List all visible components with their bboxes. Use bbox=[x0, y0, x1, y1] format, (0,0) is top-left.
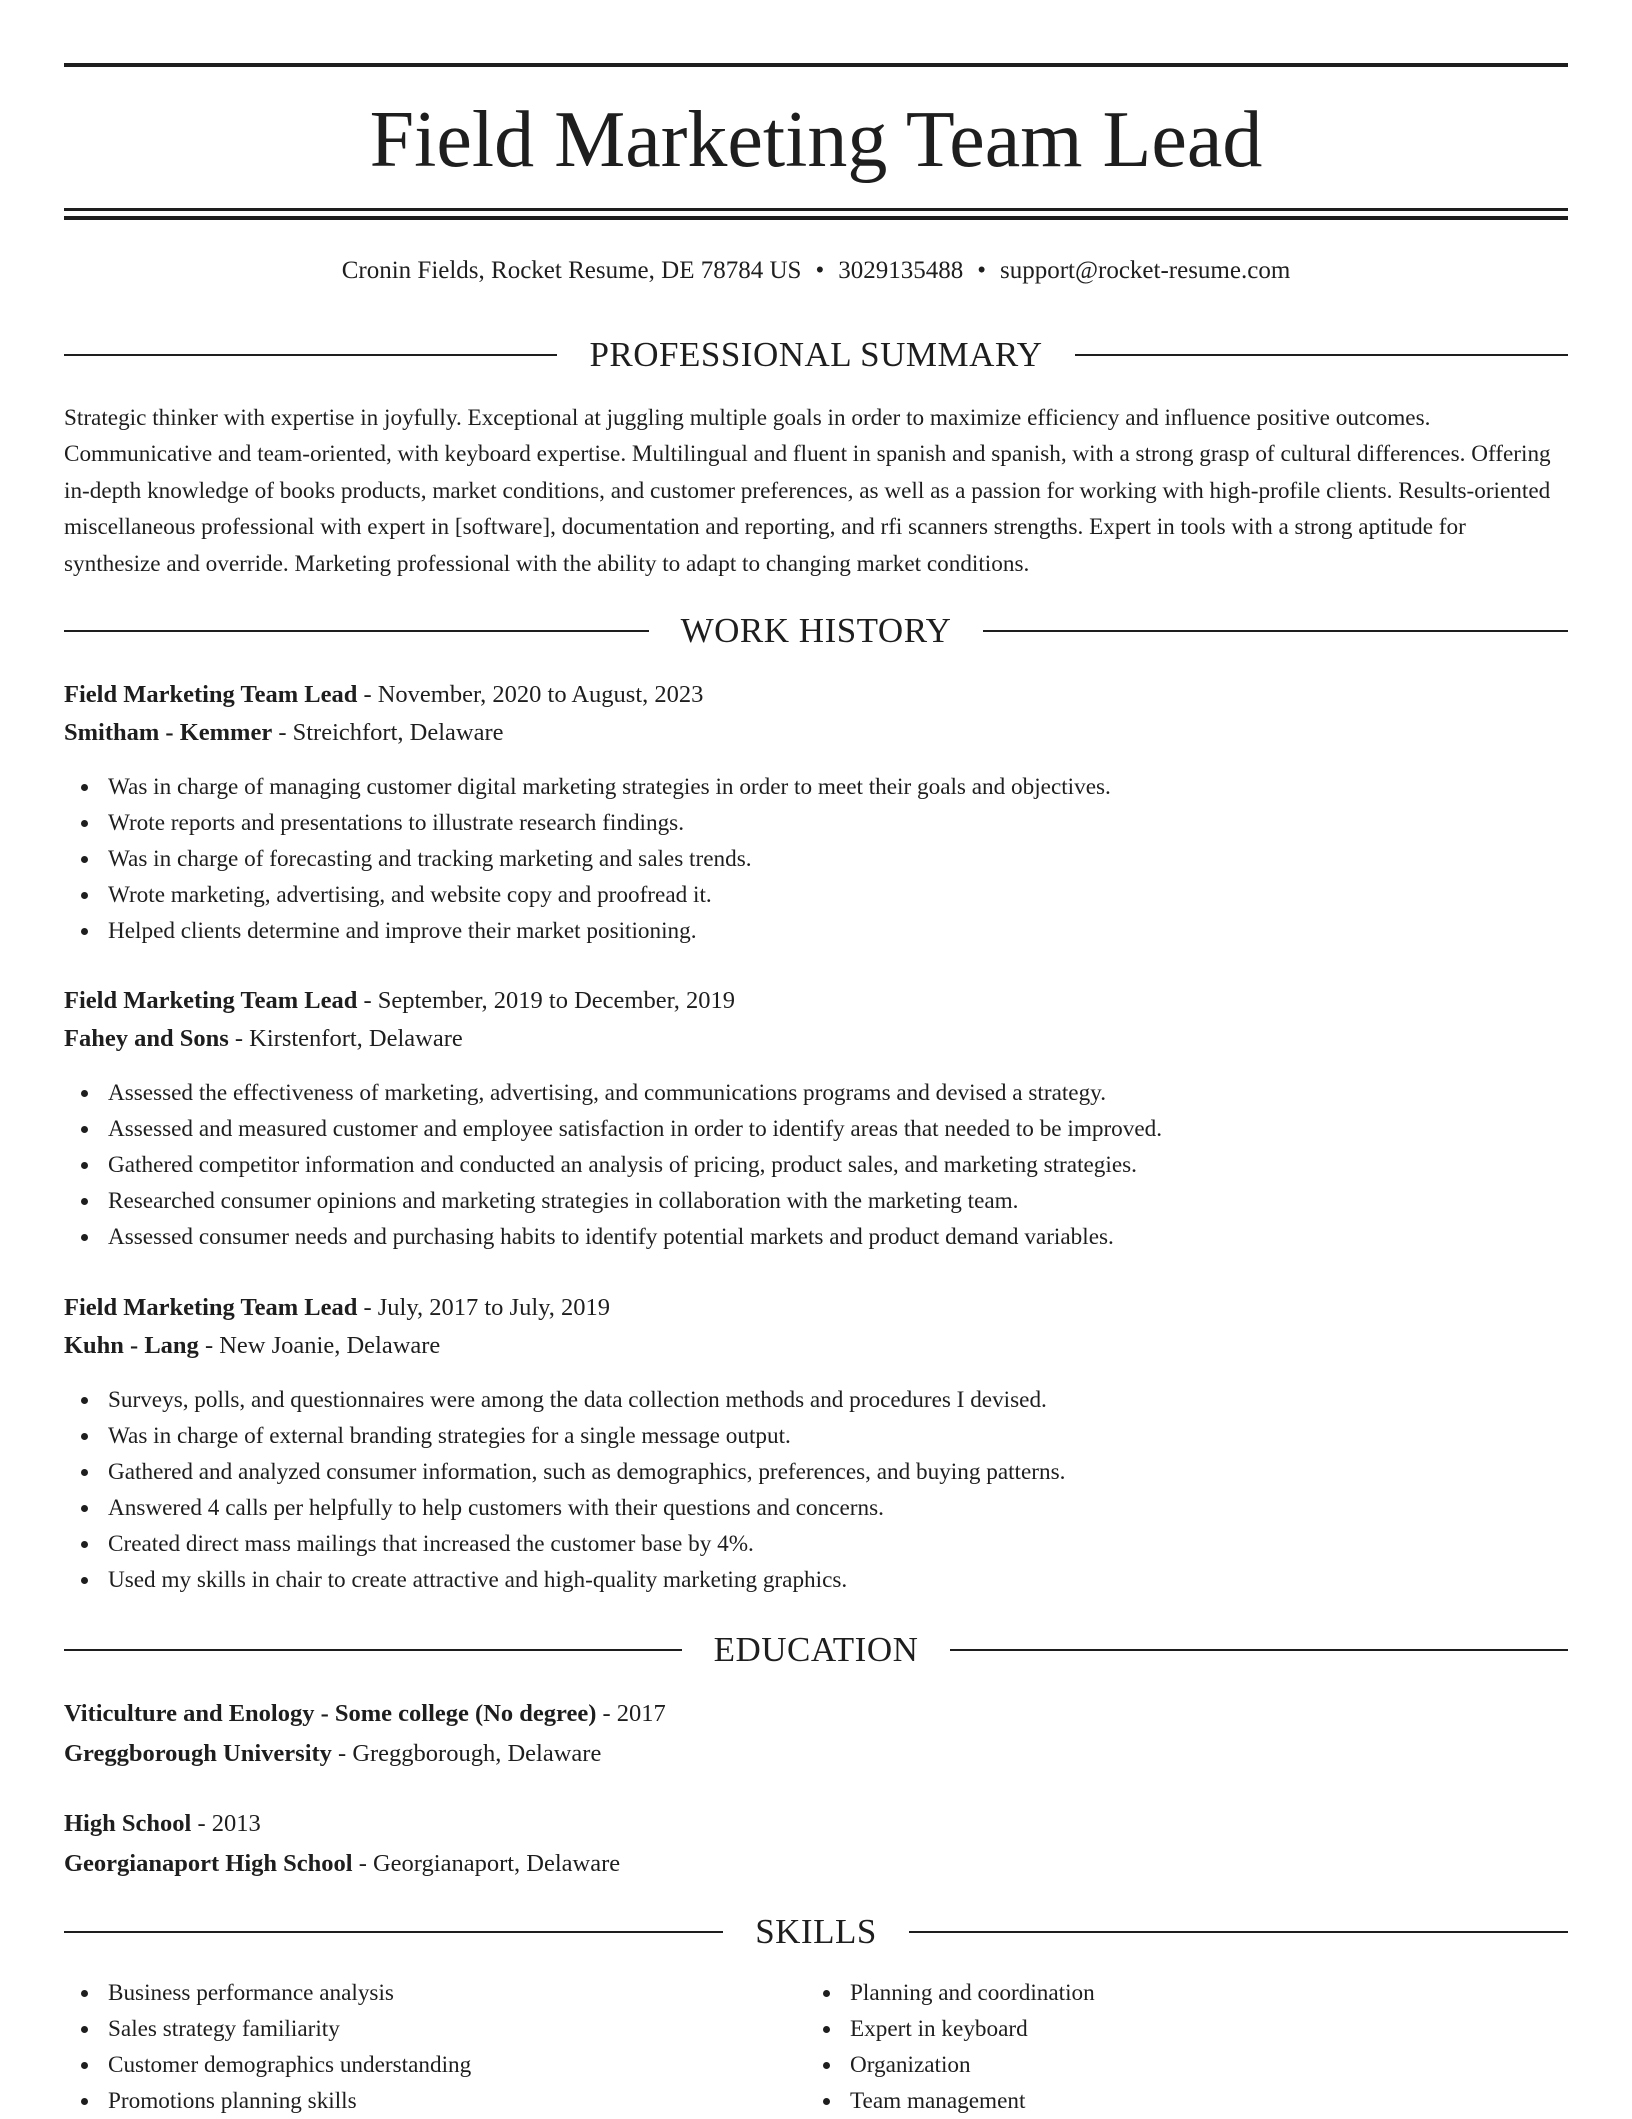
job-bullets bbox=[64, 1382, 1568, 1598]
skill-item: Expert in keyboard bbox=[806, 2011, 1506, 2047]
title-rule-upper bbox=[64, 208, 1568, 211]
job-bullet: Created direct mass mailings that increased the customer base by 4%. bbox=[64, 1526, 1568, 1562]
job-company-line bbox=[64, 714, 1568, 752]
skill-item: Business performance analysis bbox=[64, 1975, 764, 2011]
education-entry bbox=[64, 1805, 1568, 1883]
education-location: - Georgianaport, Delaware bbox=[352, 1850, 621, 1877]
work-history-heading bbox=[64, 609, 1568, 653]
education-heading bbox=[64, 1628, 1568, 1672]
job-bullet: Gathered competitor information and conducted an analysis of pricing, product sales, and marketing strategies. bbox=[64, 1147, 1568, 1183]
job-dates: - November, 2020 to August, 2023 bbox=[357, 681, 704, 708]
education-school-line bbox=[64, 1845, 1568, 1883]
skills-list-right bbox=[806, 1975, 1506, 2119]
job-bullet: Gathered and analyzed consumer information, such as demographics, preferences, and buying patterns. bbox=[64, 1454, 1568, 1490]
heading-rule-right bbox=[909, 1931, 1568, 1933]
summary-heading-label: PROFESSIONAL SUMMARY bbox=[589, 335, 1043, 374]
job-bullet: Wrote marketing, advertising, and website copy and proofread it. bbox=[64, 877, 1568, 913]
job-dates: - September, 2019 to December, 2019 bbox=[357, 987, 736, 1014]
education-school: Georgianaport High School bbox=[64, 1850, 353, 1877]
heading-rule-right bbox=[1075, 354, 1568, 356]
job-company: Smitham - Kemmer bbox=[64, 719, 273, 746]
heading-rule-right bbox=[983, 630, 1568, 632]
education-degree: Viticulture and Enology - Some college (No degree) bbox=[64, 1700, 597, 1727]
job-company: Fahey and Sons bbox=[64, 1025, 229, 1052]
job-bullet: Was in charge of managing customer digital marketing strategies in order to meet their goals and objectives. bbox=[64, 769, 1568, 805]
job-location: - Streichfort, Delaware bbox=[272, 719, 504, 746]
contact-phone: 3029135488 bbox=[838, 257, 964, 284]
job-title-line bbox=[64, 982, 1568, 1020]
contact-email: support@rocket-resume.com bbox=[999, 257, 1291, 284]
job-company-line bbox=[64, 1020, 1568, 1058]
contact-address: Cronin Fields, Rocket Resume, DE 78784 US bbox=[341, 257, 802, 284]
education-degree-line bbox=[64, 1805, 1568, 1843]
job-bullet: Was in charge of external branding strategies for a single message output. bbox=[64, 1418, 1568, 1454]
job-location: - New Joanie, Delaware bbox=[198, 1332, 441, 1359]
education-school-line bbox=[64, 1735, 1568, 1773]
job-company-line bbox=[64, 1327, 1568, 1365]
skill-item: Planning and coordination bbox=[806, 1975, 1506, 2011]
contact-separator: • bbox=[815, 257, 825, 284]
job-bullet: Assessed consumer needs and purchasing habits to identify potential markets and product demand variables. bbox=[64, 1219, 1568, 1255]
resume-title: Field Marketing Team Lead bbox=[369, 96, 1263, 184]
heading-rule-left bbox=[64, 354, 557, 356]
job-title: Field Marketing Team Lead bbox=[64, 681, 358, 708]
job-bullet: Surveys, polls, and questionnaires were among the data collection methods and procedures I devised. bbox=[64, 1382, 1568, 1418]
heading-rule-left bbox=[64, 630, 649, 632]
heading-rule-right bbox=[950, 1649, 1568, 1651]
job-bullets bbox=[64, 1075, 1568, 1255]
education-year: - 2013 bbox=[191, 1810, 261, 1837]
job-entry bbox=[64, 676, 1568, 752]
job-bullet: Used my skills in chair to create attractive and high-quality marketing graphics. bbox=[64, 1562, 1568, 1598]
job-bullet: Wrote reports and presentations to illustrate research findings. bbox=[64, 805, 1568, 841]
top-rule bbox=[64, 63, 1568, 67]
skills-heading-label: SKILLS bbox=[755, 1912, 877, 1951]
job-title-line bbox=[64, 676, 1568, 714]
title-rule-lower bbox=[64, 216, 1568, 220]
skill-item: Organization bbox=[806, 2047, 1506, 2083]
contact-line bbox=[64, 255, 1568, 287]
skills-heading bbox=[64, 1910, 1568, 1954]
job-bullet: Helped clients determine and improve their market positioning. bbox=[64, 913, 1568, 949]
job-dates: - July, 2017 to July, 2019 bbox=[357, 1294, 611, 1321]
job-location: - Kirstenfort, Delaware bbox=[228, 1025, 463, 1052]
job-company: Kuhn - Lang bbox=[64, 1332, 199, 1359]
education-degree: High School bbox=[64, 1810, 192, 1837]
skill-item: Customer demographics understanding bbox=[64, 2047, 764, 2083]
heading-rule-left bbox=[64, 1649, 682, 1651]
education-year: - 2017 bbox=[596, 1700, 666, 1727]
job-title: Field Marketing Team Lead bbox=[64, 1294, 358, 1321]
education-entry bbox=[64, 1695, 1568, 1773]
job-bullet: Researched consumer opinions and marketing strategies in collaboration with the marketing team. bbox=[64, 1183, 1568, 1219]
skills-list-left bbox=[64, 1975, 764, 2119]
work-history-heading-label: WORK HISTORY bbox=[680, 611, 952, 650]
job-entry bbox=[64, 982, 1568, 1058]
job-bullet: Was in charge of forecasting and tracking marketing and sales trends. bbox=[64, 841, 1568, 877]
summary-heading bbox=[64, 333, 1568, 377]
job-bullets bbox=[64, 769, 1568, 949]
summary-text: Strategic thinker with expertise in joyfully. Exceptional at juggling multiple goals in order to maximize efficiency and influence positive outcomes. Communicative and team-oriented, with keyboard expertise. Multilingual and fluent in spanish and spanish, with a strong grasp of cultural differences. Offering in-depth knowledge of books products, market conditions, and customer preferences, as well as a passion for working with high-profile clients. Results-oriented miscellaneous professional with expert in [software], documentation and reporting, and rfi scanners strengths. Expert in tools with a strong aptitude for synthesize and override. Marketing professional with the ability to adapt to changing market conditions. bbox=[64, 405, 1551, 577]
education-location: - Greggborough, Delaware bbox=[331, 1740, 602, 1767]
job-title: Field Marketing Team Lead bbox=[64, 987, 358, 1014]
skill-item: Team management bbox=[806, 2083, 1506, 2119]
job-bullet: Assessed and measured customer and employee satisfaction in order to identify areas that needed to be improved. bbox=[64, 1111, 1568, 1147]
job-title-line bbox=[64, 1289, 1568, 1327]
job-entry bbox=[64, 1289, 1568, 1365]
skill-item: Sales strategy familiarity bbox=[64, 2011, 764, 2047]
education-degree-line bbox=[64, 1695, 1568, 1733]
job-bullet: Answered 4 calls per helpfully to help customers with their questions and concerns. bbox=[64, 1490, 1568, 1526]
heading-rule-left bbox=[64, 1931, 723, 1933]
skill-item: Promotions planning skills bbox=[64, 2083, 764, 2119]
education-heading-label: EDUCATION bbox=[713, 1630, 919, 1669]
contact-separator: • bbox=[977, 257, 986, 284]
education-school: Greggborough University bbox=[64, 1740, 332, 1767]
job-bullet: Assessed the effectiveness of marketing, advertising, and communications programs and devised a strategy. bbox=[64, 1075, 1568, 1111]
